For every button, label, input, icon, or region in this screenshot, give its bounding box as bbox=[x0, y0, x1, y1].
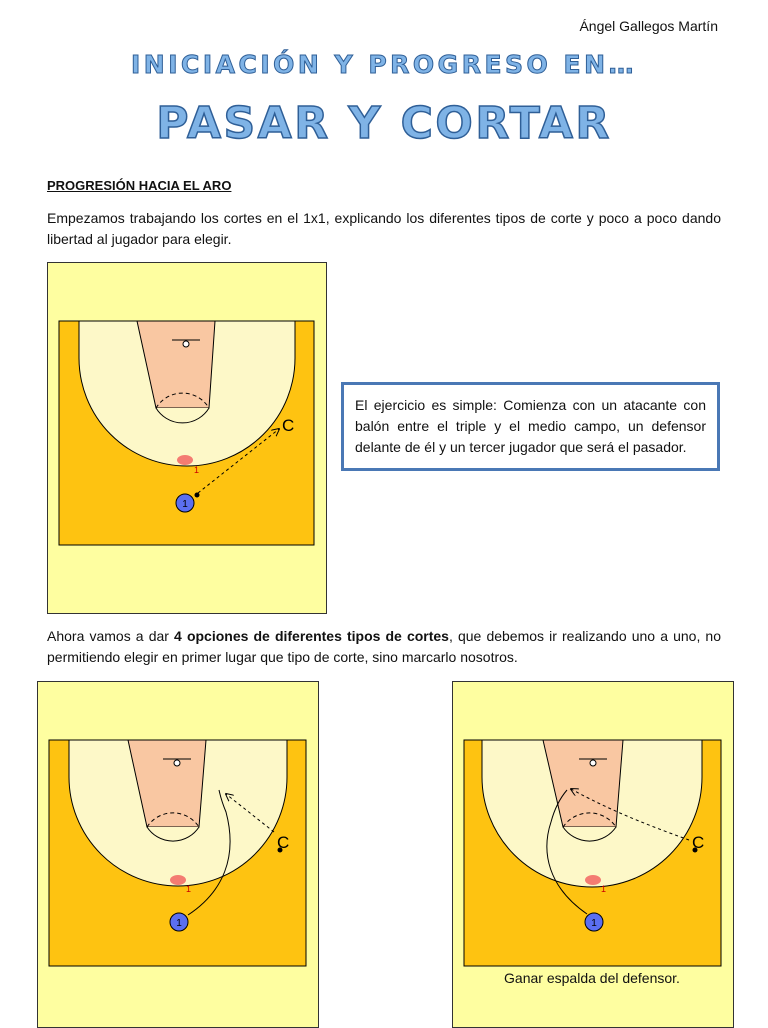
defender-marker bbox=[177, 455, 193, 465]
attacker-label: 1 bbox=[176, 918, 182, 929]
document-subtitle: INICIACIÓN Y PROGRESO EN… bbox=[131, 50, 637, 79]
court-svg bbox=[48, 263, 326, 613]
options-text-bold: 4 opciones de diferentes tipos de cortes bbox=[174, 628, 449, 644]
defender-label: 1 bbox=[601, 884, 607, 894]
defender-marker bbox=[585, 875, 601, 885]
hoop bbox=[183, 341, 189, 347]
defender-label: 1 bbox=[186, 884, 192, 894]
attacker-label: 1 bbox=[182, 499, 188, 510]
author-name: Ángel Gallegos Martín bbox=[579, 18, 718, 34]
coach-label: C bbox=[282, 416, 295, 435]
defender-marker bbox=[170, 875, 186, 885]
section-heading: PROGRESIÓN HACIA EL ARO bbox=[47, 178, 232, 193]
court-diagram-cut-front bbox=[37, 681, 319, 1028]
attacker-label: 1 bbox=[591, 918, 597, 929]
options-text-before: Ahora vamos a dar bbox=[47, 628, 175, 644]
defender-label: 1 bbox=[194, 465, 200, 475]
court-diagram-setup bbox=[47, 262, 327, 614]
ball-icon bbox=[195, 493, 200, 498]
court-svg bbox=[38, 682, 318, 1027]
coach-label: C bbox=[692, 833, 705, 852]
document-title: PASAR Y CORTAR bbox=[156, 98, 612, 149]
exercise-description-box: El ejercicio es simple: Comienza con un atacante con balón entre el triple y el medio campo, un defensor delante de él y un tercer jugador que será el pasador. bbox=[341, 382, 720, 471]
coach-label: C bbox=[277, 833, 290, 852]
options-paragraph bbox=[47, 626, 721, 668]
options-text-after: , que debemos ir realizando uno a uno, no permitiendo elegir en primer lugar que tipo de corte, sino marcarlo nosotros. bbox=[47, 628, 722, 665]
diagram-caption: Ganar espalda del defensor. bbox=[504, 970, 680, 986]
hoop bbox=[590, 760, 596, 766]
hoop bbox=[174, 760, 180, 766]
intro-paragraph: Empezamos trabajando los cortes en el 1x1, explicando los diferentes tipos de corte y poco a poco dando libertad al jugador para elegir. bbox=[47, 210, 721, 247]
